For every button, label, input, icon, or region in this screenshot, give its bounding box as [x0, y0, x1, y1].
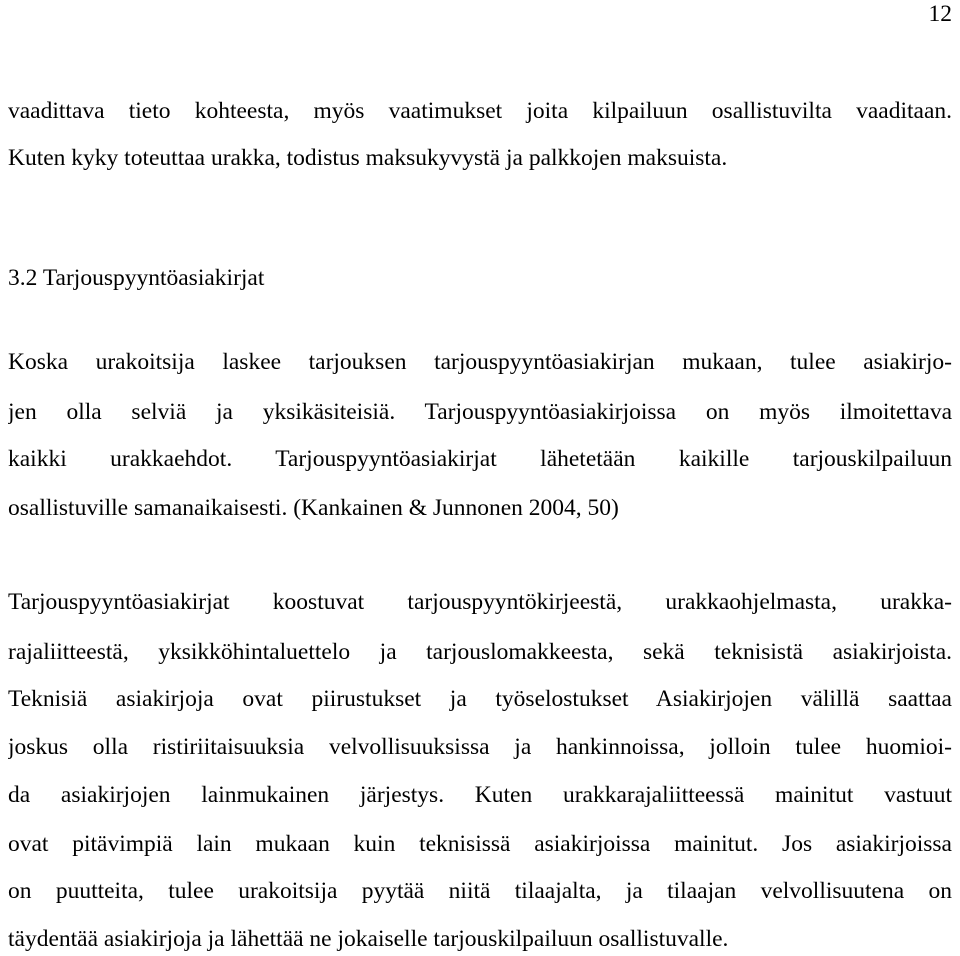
text-line: kaikki urakkaehdot. Tarjouspyyntöasiakirjat lähetetään kaikille tarjouskilpailuun [8, 446, 952, 472]
text-line: jen olla selviä ja yksikäsiteisiä. Tarjouspyyntöasiakirjoissa on myös ilmoitettava [8, 399, 952, 425]
text-line: ovat pitävimpiä lain mukaan kuin teknisissä asiakirjoissa mainitut. Jos asiakirjoissa [8, 831, 952, 857]
text-line: Kuten kyky toteuttaa urakka, todistus maksukyvystä ja palkkojen maksuista. [8, 145, 728, 171]
text-line: Tarjouspyyntöasiakirjat koostuvat tarjouspyyntökirjeestä, urakkaohjelmasta, urakka- [8, 589, 952, 615]
text-line: vaadittava tieto kohteesta, myös vaatimukset joita kilpailuun osallistuvilta vaaditaan. [8, 98, 952, 124]
text-line: on puutteita, tulee urakoitsija pyytää niitä tilaajalta, ja tilaajan velvollisuutena on [8, 878, 952, 904]
text-line: Koska urakoitsija laskee tarjouksen tarjouspyyntöasiakirjan mukaan, tulee asiakirjo- [8, 349, 952, 375]
text-line: da asiakirjojen lainmukainen järjestys. Kuten urakkarajaliitteessä mainitut vastuut [8, 782, 952, 808]
page-number: 12 [928, 1, 952, 27]
section-heading: 3.2 Tarjouspyyntöasiakirjat [8, 265, 265, 291]
text-line: osallistuville samanaikaisesti. (Kankainen & Junnonen 2004, 50) [8, 495, 619, 521]
text-line: Teknisiä asiakirjoja ovat piirustukset ja työselostukset Asiakirjojen välillä saattaa [8, 686, 952, 712]
text-line: täydentää asiakirjoja ja lähettää ne jokaiselle tarjouskilpailuun osallistuvalle. [8, 926, 729, 952]
text-line: rajaliitteestä, yksikköhintaluettelo ja tarjouslomakkeesta, sekä teknisistä asiakirjoista. [8, 639, 952, 665]
text-line: joskus olla ristiriitaisuuksia velvollisuuksissa ja hankinnoissa, jolloin tulee huomioi- [8, 734, 952, 760]
